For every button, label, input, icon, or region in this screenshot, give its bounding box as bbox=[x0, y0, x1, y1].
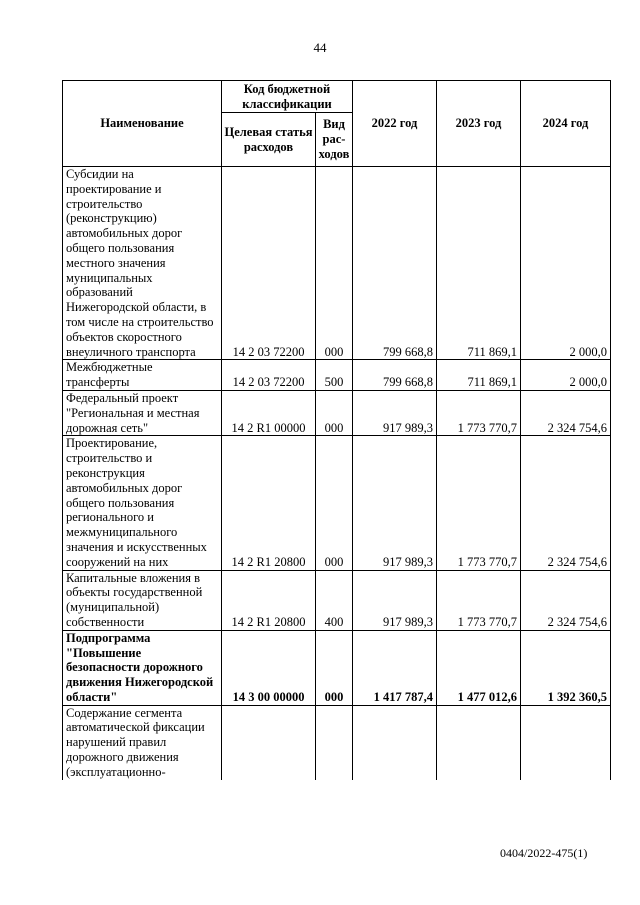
row-value-2023: 1 477 012,6 bbox=[437, 630, 521, 705]
row-target-code: 14 2 03 72200 bbox=[222, 360, 316, 391]
row-name: Субсидии на проектирование и строительство (реконструкцию) автомобильных дорог общего пользования местного значения муниципальных образований Нижегородской области, в том числе на строительство объектов скоростного внеуличного транспорта bbox=[63, 167, 222, 360]
header-target: Целевая статья расходов bbox=[222, 113, 316, 167]
page-number: 44 bbox=[313, 40, 327, 55]
row-value-2024: 2 324 754,6 bbox=[521, 570, 611, 630]
row-target-code: 14 2 03 72200 bbox=[222, 167, 316, 360]
row-value-2022: 1 417 787,4 bbox=[353, 630, 437, 705]
row-value-2024: 2 000,0 bbox=[521, 360, 611, 391]
row-value-2023 bbox=[437, 705, 521, 779]
header-type: Вид рас-ходов bbox=[316, 113, 353, 167]
row-value-2024 bbox=[521, 705, 611, 779]
budget-table bbox=[62, 80, 611, 780]
row-value-2023: 711 869,1 bbox=[437, 360, 521, 391]
row-value-2024: 1 392 360,5 bbox=[521, 630, 611, 705]
row-name: Проектирование, строительство и реконструкция автомобильных дорог общего пользования регионального и межмуниципального значения и искусственных сооружений на них bbox=[63, 436, 222, 570]
row-target-code: 14 2 R1 20800 bbox=[222, 436, 316, 570]
row-name: Федеральный проект "Региональная и местная дорожная сеть" bbox=[63, 390, 222, 435]
table-row bbox=[63, 436, 611, 570]
row-target-code: 14 2 R1 00000 bbox=[222, 390, 316, 435]
row-target-code bbox=[222, 705, 316, 779]
table-row bbox=[63, 167, 611, 360]
row-type-code: 000 bbox=[316, 436, 353, 570]
row-name: Содержание сегмента автоматической фиксации нарушений правил дорожного движения (эксплуатационно- bbox=[63, 705, 222, 779]
row-name: Капитальные вложения в объекты государственной (муниципальной) собственности bbox=[63, 570, 222, 630]
table-body bbox=[63, 167, 611, 780]
row-type-code bbox=[316, 705, 353, 779]
table-row bbox=[63, 705, 611, 779]
table-row bbox=[63, 570, 611, 630]
row-type-code: 400 bbox=[316, 570, 353, 630]
row-value-2022: 799 668,8 bbox=[353, 360, 437, 391]
header-2023: 2023 год bbox=[437, 81, 521, 167]
row-value-2023: 1 773 770,7 bbox=[437, 570, 521, 630]
table-row bbox=[63, 390, 611, 435]
row-value-2023: 1 773 770,7 bbox=[437, 436, 521, 570]
table-row bbox=[63, 360, 611, 391]
table-row bbox=[63, 630, 611, 705]
footer-code: 0404/2022-475(1) bbox=[500, 846, 588, 860]
row-target-code: 14 2 R1 20800 bbox=[222, 570, 316, 630]
row-value-2022 bbox=[353, 705, 437, 779]
row-value-2024: 2 324 754,6 bbox=[521, 436, 611, 570]
row-value-2024: 2 000,0 bbox=[521, 167, 611, 360]
row-name: Подпрограмма "Повышение безопасности дорожного движения Нижегородской области" bbox=[63, 630, 222, 705]
row-type-code: 000 bbox=[316, 167, 353, 360]
header-kbk: Код бюджетной классификации bbox=[222, 81, 353, 113]
row-value-2022: 799 668,8 bbox=[353, 167, 437, 360]
header-name: Наименование bbox=[63, 81, 222, 167]
row-type-code: 500 bbox=[316, 360, 353, 391]
row-type-code: 000 bbox=[316, 390, 353, 435]
row-value-2024: 2 324 754,6 bbox=[521, 390, 611, 435]
row-target-code: 14 3 00 00000 bbox=[222, 630, 316, 705]
header-2024: 2024 год bbox=[521, 81, 611, 167]
row-value-2022: 917 989,3 bbox=[353, 436, 437, 570]
row-value-2023: 1 773 770,7 bbox=[437, 390, 521, 435]
row-value-2023: 711 869,1 bbox=[437, 167, 521, 360]
row-value-2022: 917 989,3 bbox=[353, 570, 437, 630]
header-2022: 2022 год bbox=[353, 81, 437, 167]
row-name: Межбюджетные трансферты bbox=[63, 360, 222, 391]
row-value-2022: 917 989,3 bbox=[353, 390, 437, 435]
row-type-code: 000 bbox=[316, 630, 353, 705]
